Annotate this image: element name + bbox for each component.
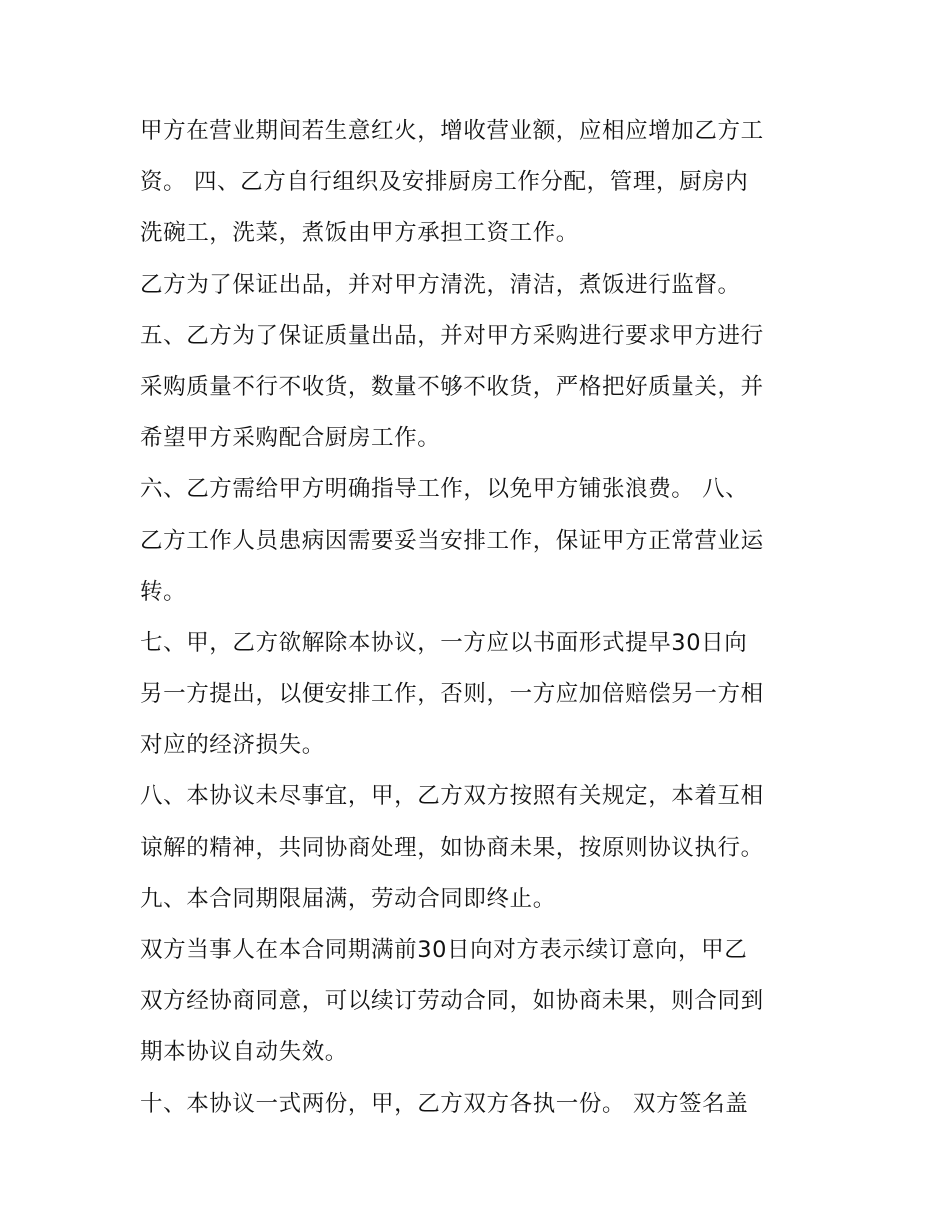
text-line: 洗碗工，洗菜，煮饭由甲方承担工资工作。 xyxy=(140,220,579,247)
text-line: 双方经协商同意，可以续订劳动合同，如协商未果，则合同到 xyxy=(140,988,764,1015)
text-line: 乙方工作人员患病因需要妥当安排工作，保证甲方正常营业运 xyxy=(140,527,764,554)
text-line: 九、本合同期限届满，劳动合同即终止。 xyxy=(140,885,556,912)
text-line: 七、甲，乙方欲解除本协议，一方应以书面形式提早30日向 xyxy=(140,629,748,656)
text-line: 八、本协议未尽事宜，甲，乙方双方按照有关规定，本着互相 xyxy=(140,783,764,810)
text-line: 乙方为了保证出品，并对甲方清洗，清洁，煮饭进行监督。 xyxy=(140,271,741,298)
text-line: 十、本协议一式两份，甲，乙方双方各执一份。 双方签名盖 xyxy=(140,1090,749,1117)
text-line: 六、乙方需给甲方明确指导工作，以免甲方铺张浪费。 八、 xyxy=(140,476,749,503)
text-line: 转。 xyxy=(140,578,187,605)
text-line: 希望甲方采购配合厨房工作。 xyxy=(140,425,441,452)
text-line: 双方当事人在本合同期满前30日向对方表示续订意向，甲乙 xyxy=(140,937,748,963)
text-line: 对应的经济损失。 xyxy=(140,732,325,759)
text-line: 甲方在营业期间若生意红火，增收营业额，应相应增加乙方工 xyxy=(140,118,764,144)
document-body xyxy=(140,106,820,1130)
text-line: 五、乙方为了保证质量出品，并对甲方采购进行要求甲方进行 xyxy=(140,322,764,349)
text-line: 期本协议自动失效。 xyxy=(140,1039,348,1066)
text-line: 采购质量不行不收货，数量不够不收货，严格把好质量关，并 xyxy=(140,373,764,400)
text-line: 资。 四、乙方自行组织及安排厨房工作分配，管理，厨房内 xyxy=(140,169,749,196)
text-line: 另一方提出，以便安排工作，否则，一方应加倍赔偿另一方相 xyxy=(140,681,764,708)
text-line: 谅解的精神，共同协商处理，如协商未果，按原则协议执行。 xyxy=(140,834,764,861)
